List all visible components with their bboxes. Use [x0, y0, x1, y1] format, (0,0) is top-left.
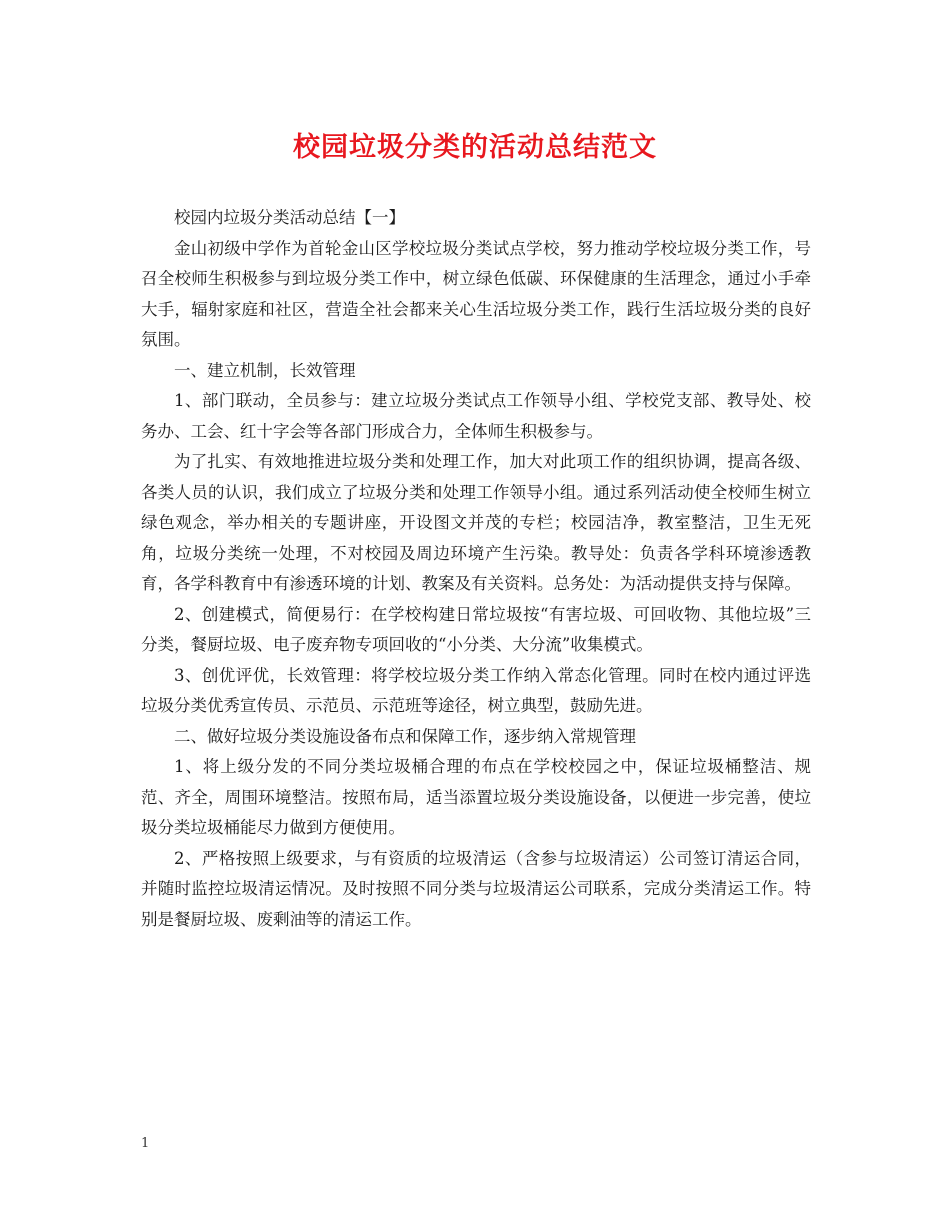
- section-heading: 校园内垃圾分类活动总结【一】: [174, 208, 405, 227]
- paragraph: 2、创建模式，简便易行：在学校构建日常垃圾按“有害垃圾、可回收物、其他垃圾”三分类，餐厨垃圾、电子废弃物专项回收的“小分类、大分流”收集模式。: [141, 604, 811, 654]
- paragraph: 为了扎实、有效地推进垃圾分类和处理工作，加大对此项工作的组织协调，提高各级、各类人员的认识，我们成立了垃圾分类和处理工作领导小组。通过系列活动使全校师生树立绿色观念，举办相关的专题讲座，开设图文并茂的专栏；校园洁净，教室整洁，卫生无死角，垃圾分类统一处理，不对校园及周边环境产生污染。教导处：负责各学科环境渗透教育，各学科教育中有渗透环境的计划、教案及有关资料。总务处：为活动提供支持与保障。: [141, 452, 811, 593]
- paragraph: 1、部门联动，全员参与：建立垃圾分类试点工作领导小组、学校党支部、教导处、校务办、工会、红十字会等各部门形成合力，全体师生积极参与。: [141, 391, 811, 441]
- paragraph: 2、严格按照上级要求，与有资质的垃圾清运（含参与垃圾清运）公司签订清运合同，并随时监控垃圾清运情况。及时按照不同分类与垃圾清运公司联系，完成分类清运工作。特别是餐厨垃圾、废剩油等的清运工作。: [141, 848, 811, 929]
- paragraph: 1、将上级分发的不同分类垃圾桶合理的布点在学校校园之中，保证垃圾桶整洁、规范、齐全，周围环境整洁。按照布局，适当添置垃圾分类设施设备，以便进一步完善，使垃圾分类垃圾桶能尽力做到方便使用。: [141, 757, 811, 837]
- paragraph: 3、创优评优，长效管理：将学校垃圾分类工作纳入常态化管理。同时在校内通过评选垃圾分类优秀宣传员、示范员、示范班等途径，树立典型，鼓励先进。: [141, 665, 811, 715]
- page-number: 1: [141, 1136, 150, 1151]
- subsection-heading: 二、做好垃圾分类设施设备布点和保障工作，逐步纳入常规管理: [174, 726, 636, 746]
- paragraph: 金山初级中学作为首轮金山区学校垃圾分类试点学校，努力推动学校垃圾分类工作，号召全校师生积极参与到垃圾分类工作中，树立绿色低碳、环保健康的生活理念，通过小手牵大手，辐射家庭和社区，营造全社会都来关心生活垃圾分类工作，践行生活垃圾分类的良好氛围。: [141, 238, 811, 349]
- document-title: 校园垃圾分类的活动总结范文: [293, 132, 657, 163]
- subsection-heading: 一、建立机制，长效管理: [174, 360, 356, 380]
- document-body: [141, 203, 811, 935]
